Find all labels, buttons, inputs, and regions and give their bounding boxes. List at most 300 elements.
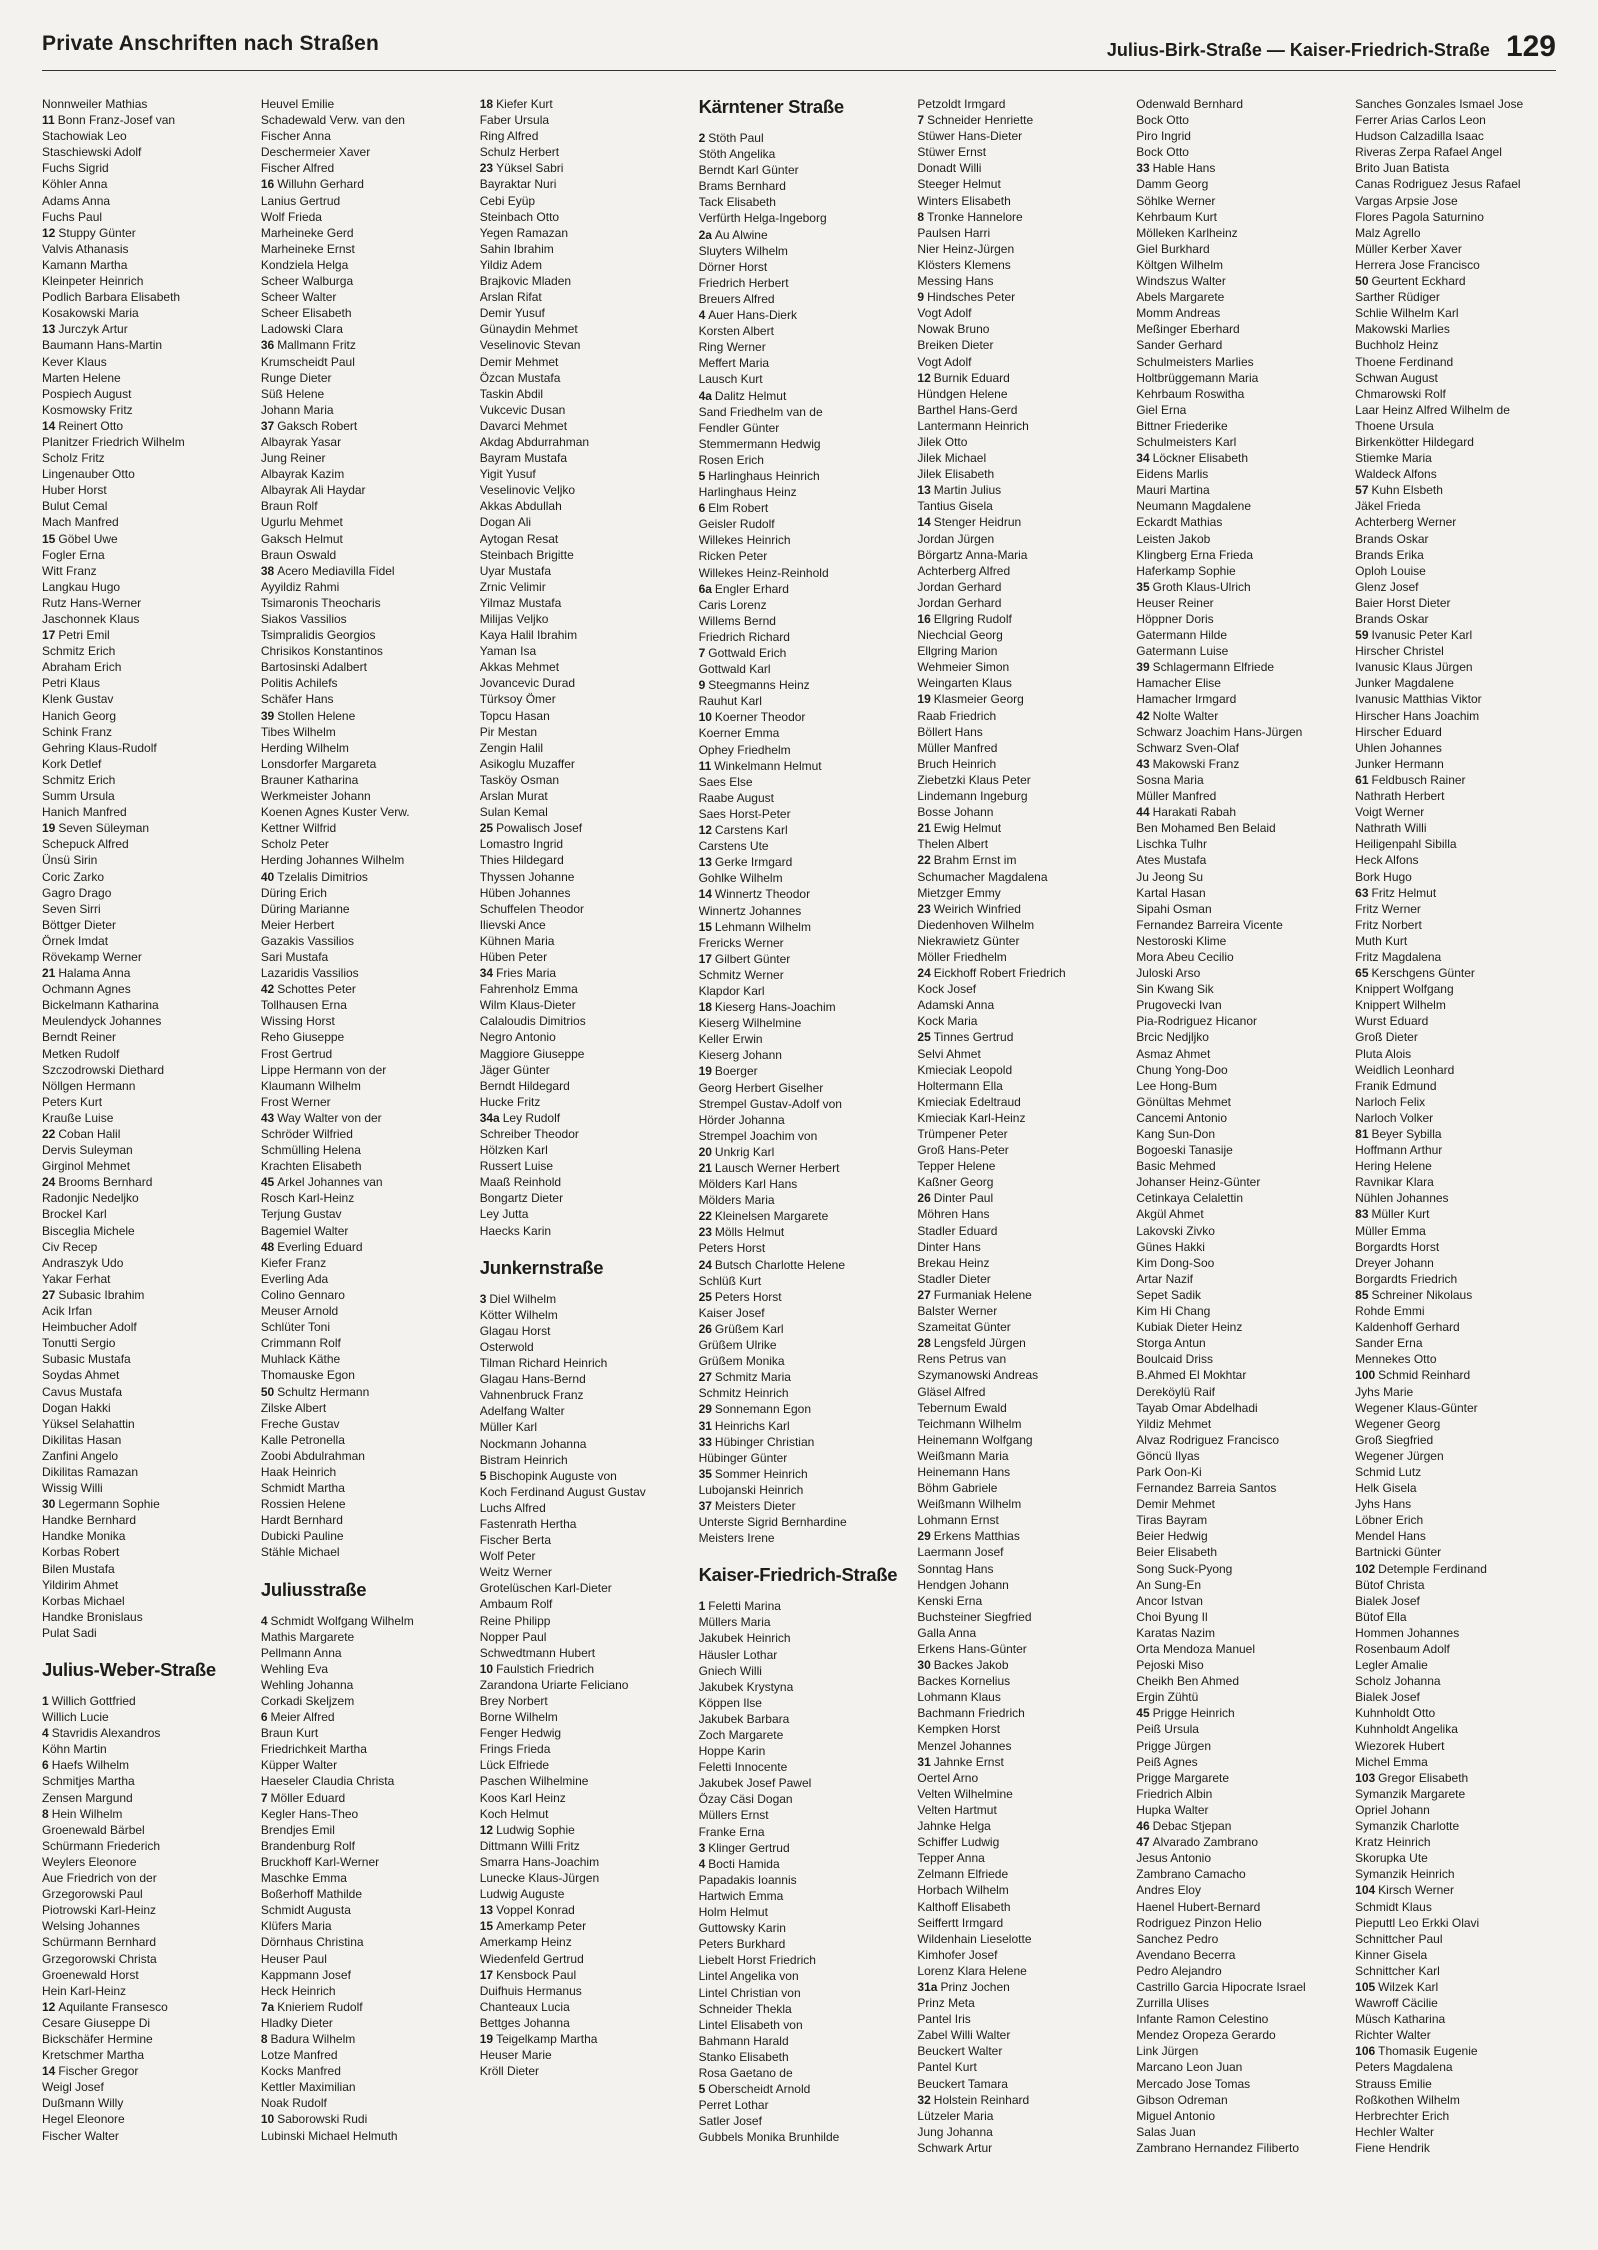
resident-entry bbox=[917, 96, 1124, 112]
resident-name: Dalitz Helmut bbox=[714, 388, 787, 403]
resident-name: Küpper Walter bbox=[260, 1758, 338, 1773]
resident-entry bbox=[1136, 402, 1343, 418]
resident-name: Nopper Paul bbox=[479, 1629, 547, 1644]
resident-name: Müller Kurt bbox=[1371, 1207, 1430, 1222]
house-number: 57 bbox=[1355, 483, 1369, 498]
resident-name: Pedro Alejandro bbox=[1136, 1963, 1222, 1978]
resident-name: Stüwer Ernst bbox=[917, 145, 987, 160]
resident-entry bbox=[1355, 1416, 1562, 1432]
resident-entry bbox=[1355, 1110, 1562, 1126]
resident-name: Dikilitas Hasan bbox=[42, 1432, 122, 1447]
resident-entry bbox=[261, 1319, 468, 1335]
resident-entry bbox=[917, 547, 1124, 563]
resident-entry bbox=[261, 901, 468, 917]
resident-name: Herding Wilhelm bbox=[260, 740, 349, 755]
resident-entry bbox=[42, 337, 249, 353]
resident-name: Friedrich Herbert bbox=[698, 275, 789, 290]
resident-entry bbox=[1355, 1786, 1562, 1802]
resident-entry bbox=[699, 355, 906, 371]
resident-name: Jakubek Josef Pawel bbox=[698, 1776, 812, 1791]
resident-entry bbox=[1136, 1786, 1343, 1802]
resident-entry bbox=[699, 1128, 906, 1144]
resident-name: Nolte Walter bbox=[1152, 708, 1219, 723]
resident-entry bbox=[42, 901, 249, 917]
house-number: 9 bbox=[917, 290, 925, 305]
house-number: 85 bbox=[1355, 1287, 1369, 1302]
resident-name: Kerschgens Günter bbox=[1371, 966, 1475, 981]
resident-name: Thoene Ursula bbox=[1355, 418, 1434, 433]
resident-name: Giel Erna bbox=[1136, 402, 1187, 417]
house-number: 39 bbox=[1136, 660, 1150, 675]
resident-name: Lehmann Wilhelm bbox=[714, 919, 811, 934]
resident-entry bbox=[699, 1985, 906, 2001]
resident-name: Weingarten Klaus bbox=[917, 676, 1012, 691]
resident-entry bbox=[42, 1029, 249, 1045]
resident-entry bbox=[699, 1353, 906, 1369]
resident-name: Klüfers Maria bbox=[260, 1919, 332, 1934]
resident-name: Frericks Werner bbox=[698, 935, 784, 950]
resident-name: Lubojanski Heinrich bbox=[698, 1482, 804, 1497]
resident-entry bbox=[917, 1158, 1124, 1174]
resident-name: Wildenhain Lieselotte bbox=[917, 1931, 1032, 1946]
house-number: 21 bbox=[42, 966, 56, 981]
resident-name: Taskin Abdil bbox=[479, 386, 544, 401]
resident-entry bbox=[480, 402, 687, 418]
resident-name: Böttger Dieter bbox=[42, 917, 117, 932]
resident-entry bbox=[917, 1866, 1124, 1882]
house-number: 104 bbox=[1355, 1883, 1376, 1898]
resident-entry bbox=[261, 724, 468, 740]
resident-entry bbox=[1355, 1866, 1562, 1882]
resident-entry bbox=[42, 1335, 249, 1351]
resident-entry bbox=[1136, 450, 1343, 466]
resident-name: Schumacher Magdalena bbox=[917, 869, 1048, 884]
resident-name: Brcic Nedjljko bbox=[1136, 1030, 1209, 1045]
resident-entry bbox=[917, 1577, 1124, 1593]
house-number: 24 bbox=[917, 966, 931, 981]
resident-entry bbox=[42, 1416, 249, 1432]
resident-entry bbox=[480, 450, 687, 466]
resident-entry bbox=[1355, 1705, 1562, 1721]
resident-name: Grüßem Ulrike bbox=[698, 1338, 777, 1353]
resident-entry bbox=[42, 1773, 249, 1789]
resident-name: Kuhn Elsbeth bbox=[1371, 483, 1443, 498]
resident-name: Osterwold bbox=[479, 1339, 534, 1354]
resident-entry bbox=[1355, 321, 1562, 337]
resident-entry bbox=[1355, 1528, 1562, 1544]
resident-name: Strauss Emilie bbox=[1355, 2076, 1432, 2091]
resident-name: Cesare Giuseppe Di bbox=[42, 2015, 151, 2030]
resident-name: Lintel Christian von bbox=[698, 1985, 801, 2000]
resident-entry bbox=[1136, 1609, 1343, 1625]
resident-entry bbox=[261, 691, 468, 707]
resident-entry bbox=[261, 1902, 468, 1918]
house-number: 13 bbox=[698, 855, 712, 870]
resident-name: Feletti Marina bbox=[708, 1599, 781, 1614]
resident-entry bbox=[917, 1834, 1124, 1850]
resident-entry bbox=[480, 1452, 687, 1468]
resident-name: Meisters Dieter bbox=[714, 1498, 796, 1513]
house-number: 59 bbox=[1355, 628, 1369, 643]
resident-name: Grotelüschen Karl-Dieter bbox=[479, 1581, 612, 1596]
resident-entry bbox=[917, 305, 1124, 321]
resident-entry bbox=[42, 1609, 249, 1625]
resident-name: Harlinghaus Heinz bbox=[698, 485, 797, 500]
resident-name: Kirsch Werner bbox=[1378, 1883, 1454, 1898]
resident-name: Kiefer Kurt bbox=[496, 97, 553, 111]
resident-entry bbox=[42, 595, 249, 611]
resident-entry bbox=[699, 1598, 906, 1614]
resident-entry bbox=[917, 1609, 1124, 1625]
resident-entry bbox=[917, 209, 1124, 225]
resident-name: Paschen Wilhelmine bbox=[479, 1774, 589, 1789]
resident-entry bbox=[917, 1738, 1124, 1754]
resident-name: Borne Wilhelm bbox=[479, 1710, 558, 1725]
resident-name: Carstens Karl bbox=[714, 823, 788, 838]
house-number: 106 bbox=[1355, 2044, 1376, 2059]
resident-entry bbox=[1136, 820, 1343, 836]
resident-name: Günes Hakki bbox=[1136, 1239, 1205, 1254]
resident-name: Opriel Johann bbox=[1355, 1802, 1430, 1817]
resident-entry bbox=[261, 305, 468, 321]
resident-entry bbox=[1355, 1947, 1562, 1963]
resident-name: Windszus Walter bbox=[1136, 274, 1226, 289]
resident-entry bbox=[480, 1339, 687, 1355]
resident-entry bbox=[480, 1838, 687, 1854]
resident-name: Prinz Meta bbox=[917, 1996, 975, 2011]
resident-entry bbox=[917, 772, 1124, 788]
house-number: 31a bbox=[917, 1979, 938, 1994]
resident-name: Ring Alfred bbox=[479, 129, 539, 144]
resident-entry bbox=[1136, 498, 1343, 514]
resident-entry bbox=[261, 337, 468, 353]
resident-entry bbox=[1136, 981, 1343, 997]
resident-name: Niechcial Georg bbox=[917, 628, 1003, 643]
house-number: 15 bbox=[698, 919, 712, 934]
resident-name: Hörder Johanna bbox=[698, 1112, 785, 1127]
column-6 bbox=[1136, 96, 1343, 2220]
resident-name: Dubicki Pauline bbox=[260, 1529, 344, 1544]
resident-name: Handke Monika bbox=[42, 1529, 126, 1544]
resident-name: Narloch Volker bbox=[1355, 1110, 1434, 1125]
resident-name: Hladky Dieter bbox=[260, 2015, 333, 2030]
house-number: 65 bbox=[1355, 966, 1369, 981]
house-number: 34 bbox=[1136, 451, 1150, 466]
resident-name: Jesus Antonio bbox=[1136, 1851, 1211, 1866]
resident-name: Dikilitas Ramazan bbox=[42, 1464, 139, 1479]
resident-name: Heimbucher Adolf bbox=[42, 1320, 137, 1335]
resident-entry bbox=[42, 1046, 249, 1062]
resident-entry bbox=[261, 965, 468, 981]
resident-name: Kehrbaum Kurt bbox=[1136, 209, 1217, 224]
resident-entry bbox=[480, 1516, 687, 1532]
resident-name: Mora Abeu Cecilio bbox=[1136, 949, 1234, 964]
resident-entry bbox=[699, 1015, 906, 1031]
resident-name: Böhm Gabriele bbox=[917, 1481, 998, 1496]
resident-name: Albayrak Kazim bbox=[260, 467, 345, 482]
resident-name: Sand Friedhelm van de bbox=[698, 404, 823, 419]
resident-entry bbox=[699, 2001, 906, 2017]
resident-entry bbox=[42, 2031, 249, 2047]
resident-entry bbox=[699, 1257, 906, 1273]
resident-entry bbox=[917, 1770, 1124, 1786]
resident-entry bbox=[480, 1223, 687, 1239]
resident-name: Möller Friedhelm bbox=[917, 949, 1007, 964]
resident-entry bbox=[699, 146, 906, 162]
resident-entry bbox=[1136, 997, 1343, 1013]
street-heading: Kaiser-Friedrich-Straße bbox=[698, 1564, 898, 1586]
resident-entry bbox=[261, 563, 468, 579]
resident-entry bbox=[699, 1144, 906, 1160]
resident-entry bbox=[1355, 643, 1562, 659]
resident-name: Soydas Ahmet bbox=[42, 1368, 120, 1383]
resident-entry bbox=[42, 96, 249, 112]
resident-name: Dittmann Willi Fritz bbox=[479, 1838, 580, 1853]
resident-name: Rohde Emmi bbox=[1355, 1304, 1425, 1319]
resident-entry bbox=[261, 498, 468, 514]
resident-entry bbox=[261, 740, 468, 756]
resident-entry bbox=[1355, 1754, 1562, 1770]
resident-entry bbox=[261, 466, 468, 482]
house-number: 34 bbox=[479, 966, 494, 981]
resident-name: Kartal Hasan bbox=[1136, 885, 1206, 900]
resident-entry bbox=[42, 1255, 249, 1271]
resident-entry bbox=[1136, 675, 1343, 691]
resident-entry bbox=[261, 1110, 468, 1126]
resident-entry bbox=[917, 321, 1124, 337]
resident-entry bbox=[699, 307, 906, 323]
resident-name: Halama Anna bbox=[58, 966, 131, 981]
resident-entry bbox=[42, 1287, 249, 1303]
resident-name: Steeger Helmut bbox=[917, 177, 1001, 192]
resident-entry bbox=[1136, 434, 1343, 450]
resident-name: Prigge Heinrich bbox=[1152, 1706, 1235, 1721]
resident-name: Paulsen Harri bbox=[917, 225, 991, 240]
resident-name: Hüben Peter bbox=[479, 949, 548, 964]
resident-entry bbox=[699, 227, 906, 243]
resident-name: Fritz Helmut bbox=[1371, 885, 1437, 900]
resident-entry bbox=[1355, 1400, 1562, 1416]
resident-entry bbox=[480, 1126, 687, 1142]
resident-name: Keller Erwin bbox=[698, 1032, 763, 1047]
house-number: 100 bbox=[1355, 1368, 1376, 1383]
resident-name: Galla Anna bbox=[917, 1625, 977, 1640]
resident-entry bbox=[42, 241, 249, 257]
resident-entry bbox=[1355, 2092, 1562, 2108]
resident-name: Legermann Sophie bbox=[58, 1497, 160, 1512]
resident-name: Bocti Hamida bbox=[708, 1856, 780, 1871]
resident-entry bbox=[699, 1160, 906, 1176]
house-number: 103 bbox=[1355, 1770, 1376, 1785]
resident-name: Sarther Rüdiger bbox=[1355, 290, 1440, 305]
resident-entry bbox=[917, 1673, 1124, 1689]
resident-name: Kang Sun-Don bbox=[1136, 1127, 1216, 1141]
resident-entry bbox=[699, 725, 906, 741]
resident-entry bbox=[480, 1918, 687, 1934]
resident-name: Nowak Bruno bbox=[917, 322, 990, 337]
resident-entry bbox=[1136, 643, 1343, 659]
resident-entry bbox=[1355, 2108, 1562, 2124]
resident-entry bbox=[42, 434, 249, 450]
resident-name: Haecks Karin bbox=[479, 1223, 552, 1238]
resident-name: Mauri Martina bbox=[1136, 483, 1210, 498]
resident-entry bbox=[917, 933, 1124, 949]
resident-entry bbox=[1355, 1223, 1562, 1239]
house-number: 14 bbox=[42, 2064, 56, 2079]
resident-entry bbox=[480, 1484, 687, 1500]
resident-entry bbox=[1355, 804, 1562, 820]
resident-name: Vogt Adolf bbox=[917, 306, 972, 321]
resident-entry bbox=[261, 273, 468, 289]
resident-name: Chung Yong-Doo bbox=[1136, 1062, 1228, 1077]
resident-entry bbox=[480, 2063, 687, 2079]
resident-name: Erkens Matthias bbox=[933, 1529, 1020, 1544]
resident-entry bbox=[480, 2031, 687, 2047]
resident-entry bbox=[1355, 708, 1562, 724]
resident-entry bbox=[480, 1967, 687, 1983]
resident-entry bbox=[917, 1995, 1124, 2011]
resident-name: Borgardts Friedrich bbox=[1355, 1271, 1458, 1286]
resident-entry bbox=[1355, 1834, 1562, 1850]
resident-name: Wolf Peter bbox=[479, 1549, 536, 1564]
resident-name: Schnittcher Paul bbox=[1355, 1931, 1443, 1946]
resident-name: Mendel Hans bbox=[1355, 1529, 1426, 1544]
resident-name: Bütof Ella bbox=[1355, 1609, 1407, 1624]
resident-entry bbox=[261, 1838, 468, 1854]
resident-name: Fries Maria bbox=[496, 966, 557, 981]
resident-entry bbox=[261, 1126, 468, 1142]
resident-entry bbox=[1355, 1158, 1562, 1174]
resident-entry bbox=[1355, 1206, 1562, 1222]
resident-entry bbox=[1355, 176, 1562, 192]
resident-entry bbox=[1136, 1303, 1343, 1319]
resident-name: Kuhnholdt Otto bbox=[1355, 1706, 1436, 1721]
resident-entry bbox=[480, 1468, 687, 1484]
resident-name: Grüßem Karl bbox=[714, 1321, 784, 1336]
resident-entry bbox=[480, 1548, 687, 1564]
resident-name: Korsten Albert bbox=[698, 324, 774, 339]
resident-entry bbox=[42, 273, 249, 289]
house-number: 83 bbox=[1355, 1207, 1369, 1222]
resident-name: Gibson Odreman bbox=[1136, 2092, 1228, 2107]
resident-entry bbox=[42, 547, 249, 563]
house-number: 24 bbox=[42, 1175, 56, 1190]
resident-name: Maaß Reinhold bbox=[479, 1175, 562, 1190]
resident-entry bbox=[1355, 563, 1562, 579]
resident-name: Lohmann Klaus bbox=[917, 1690, 1001, 1705]
resident-entry bbox=[917, 836, 1124, 852]
resident-name: Stiemke Maria bbox=[1355, 451, 1432, 466]
house-number: 26 bbox=[698, 1321, 712, 1336]
resident-name: Girginol Mehmet bbox=[42, 1159, 131, 1174]
resident-entry bbox=[1355, 289, 1562, 305]
resident-name: Klenk Gustav bbox=[42, 692, 114, 707]
resident-name: Boulcaid Driss bbox=[1136, 1352, 1213, 1367]
resident-name: Carstens Ute bbox=[698, 839, 769, 854]
resident-name: Jilek Elisabeth bbox=[917, 467, 995, 482]
resident-name: Koos Karl Heinz bbox=[479, 1790, 566, 1805]
resident-name: Sosna Maria bbox=[1136, 772, 1204, 787]
resident-name: Fahrenholz Emma bbox=[479, 982, 578, 997]
resident-entry bbox=[1355, 1013, 1562, 1029]
resident-name: Brauner Katharina bbox=[260, 772, 359, 787]
resident-name: Tebernum Ewald bbox=[917, 1400, 1007, 1415]
resident-name: Voppel Konrad bbox=[496, 1903, 575, 1918]
resident-name: Lippe Hermann von der bbox=[260, 1062, 387, 1077]
house-number: 28 bbox=[917, 1336, 931, 1351]
resident-name: Lingenauber Otto bbox=[42, 467, 135, 482]
resident-entry bbox=[917, 1335, 1124, 1351]
resident-entry bbox=[480, 1094, 687, 1110]
resident-entry bbox=[917, 659, 1124, 675]
house-number: 43 bbox=[260, 1110, 275, 1125]
resident-name: Winkelmann Helmut bbox=[714, 758, 822, 773]
resident-name: Harakati Rabah bbox=[1152, 805, 1237, 820]
resident-entry bbox=[699, 275, 906, 291]
resident-entry bbox=[42, 611, 249, 627]
resident-entry bbox=[42, 128, 249, 144]
resident-name: Arkel Johannes van bbox=[277, 1175, 383, 1190]
resident-name: Stadler Eduard bbox=[917, 1223, 998, 1238]
resident-name: Mölders Maria bbox=[698, 1193, 775, 1208]
resident-name: Jordan Gerhard bbox=[917, 579, 1002, 594]
resident-name: Arslan Rifat bbox=[479, 290, 542, 305]
resident-name: Kettler Maximilian bbox=[260, 2080, 356, 2095]
resident-entry bbox=[1355, 96, 1562, 112]
resident-name: Orta Mendoza Manuel bbox=[1136, 1642, 1256, 1656]
resident-name: Holm Helmut bbox=[698, 1905, 768, 1920]
resident-entry bbox=[42, 981, 249, 997]
resident-entry bbox=[699, 758, 906, 774]
resident-entry bbox=[42, 772, 249, 788]
resident-entry bbox=[699, 1647, 906, 1663]
resident-entry bbox=[42, 370, 249, 386]
resident-name: Kleinelsen Margarete bbox=[714, 1209, 829, 1224]
resident-name: Rosen Erich bbox=[698, 452, 764, 467]
resident-entry bbox=[699, 1663, 906, 1679]
resident-name: Schlüß Kurt bbox=[698, 1273, 762, 1288]
resident-name: Scholz Fritz bbox=[42, 451, 105, 466]
resident-entry bbox=[42, 386, 249, 402]
section-title: Private Anschriften nach Straßen bbox=[42, 32, 380, 55]
resident-entry bbox=[699, 1614, 906, 1630]
resident-name: Kosmowsky Fritz bbox=[42, 402, 133, 417]
resident-name: Kehrbaum Roswitha bbox=[1136, 386, 1245, 401]
resident-name: Hable Hans bbox=[1152, 161, 1216, 176]
resident-entry bbox=[1136, 1432, 1343, 1448]
resident-entry bbox=[1136, 788, 1343, 804]
resident-name: Groß Dieter bbox=[1355, 1030, 1418, 1045]
resident-name: Bosse Johann bbox=[917, 805, 994, 820]
resident-entry bbox=[1355, 1496, 1562, 1512]
resident-name: Glenz Josef bbox=[1355, 579, 1419, 594]
resident-entry bbox=[1136, 1802, 1343, 1818]
resident-entry bbox=[42, 1142, 249, 1158]
resident-name: Groenewald Bärbel bbox=[42, 1822, 145, 1837]
resident-name: Kmieciak Karl-Heinz bbox=[917, 1110, 1026, 1125]
resident-entry bbox=[699, 597, 906, 613]
resident-name: Ancor Istvan bbox=[1136, 1593, 1203, 1608]
resident-entry bbox=[42, 1870, 249, 1886]
resident-entry bbox=[1355, 1432, 1562, 1448]
resident-entry bbox=[917, 1625, 1124, 1641]
resident-entry bbox=[42, 482, 249, 498]
resident-name: Yegen Ramazan bbox=[479, 225, 568, 240]
resident-entry bbox=[917, 1641, 1124, 1657]
resident-name: Unterste Sigrid Bernhardine bbox=[698, 1515, 847, 1530]
resident-name: Deschermeier Xaver bbox=[260, 145, 371, 160]
resident-name: Zambrano Camacho bbox=[1136, 1867, 1246, 1882]
